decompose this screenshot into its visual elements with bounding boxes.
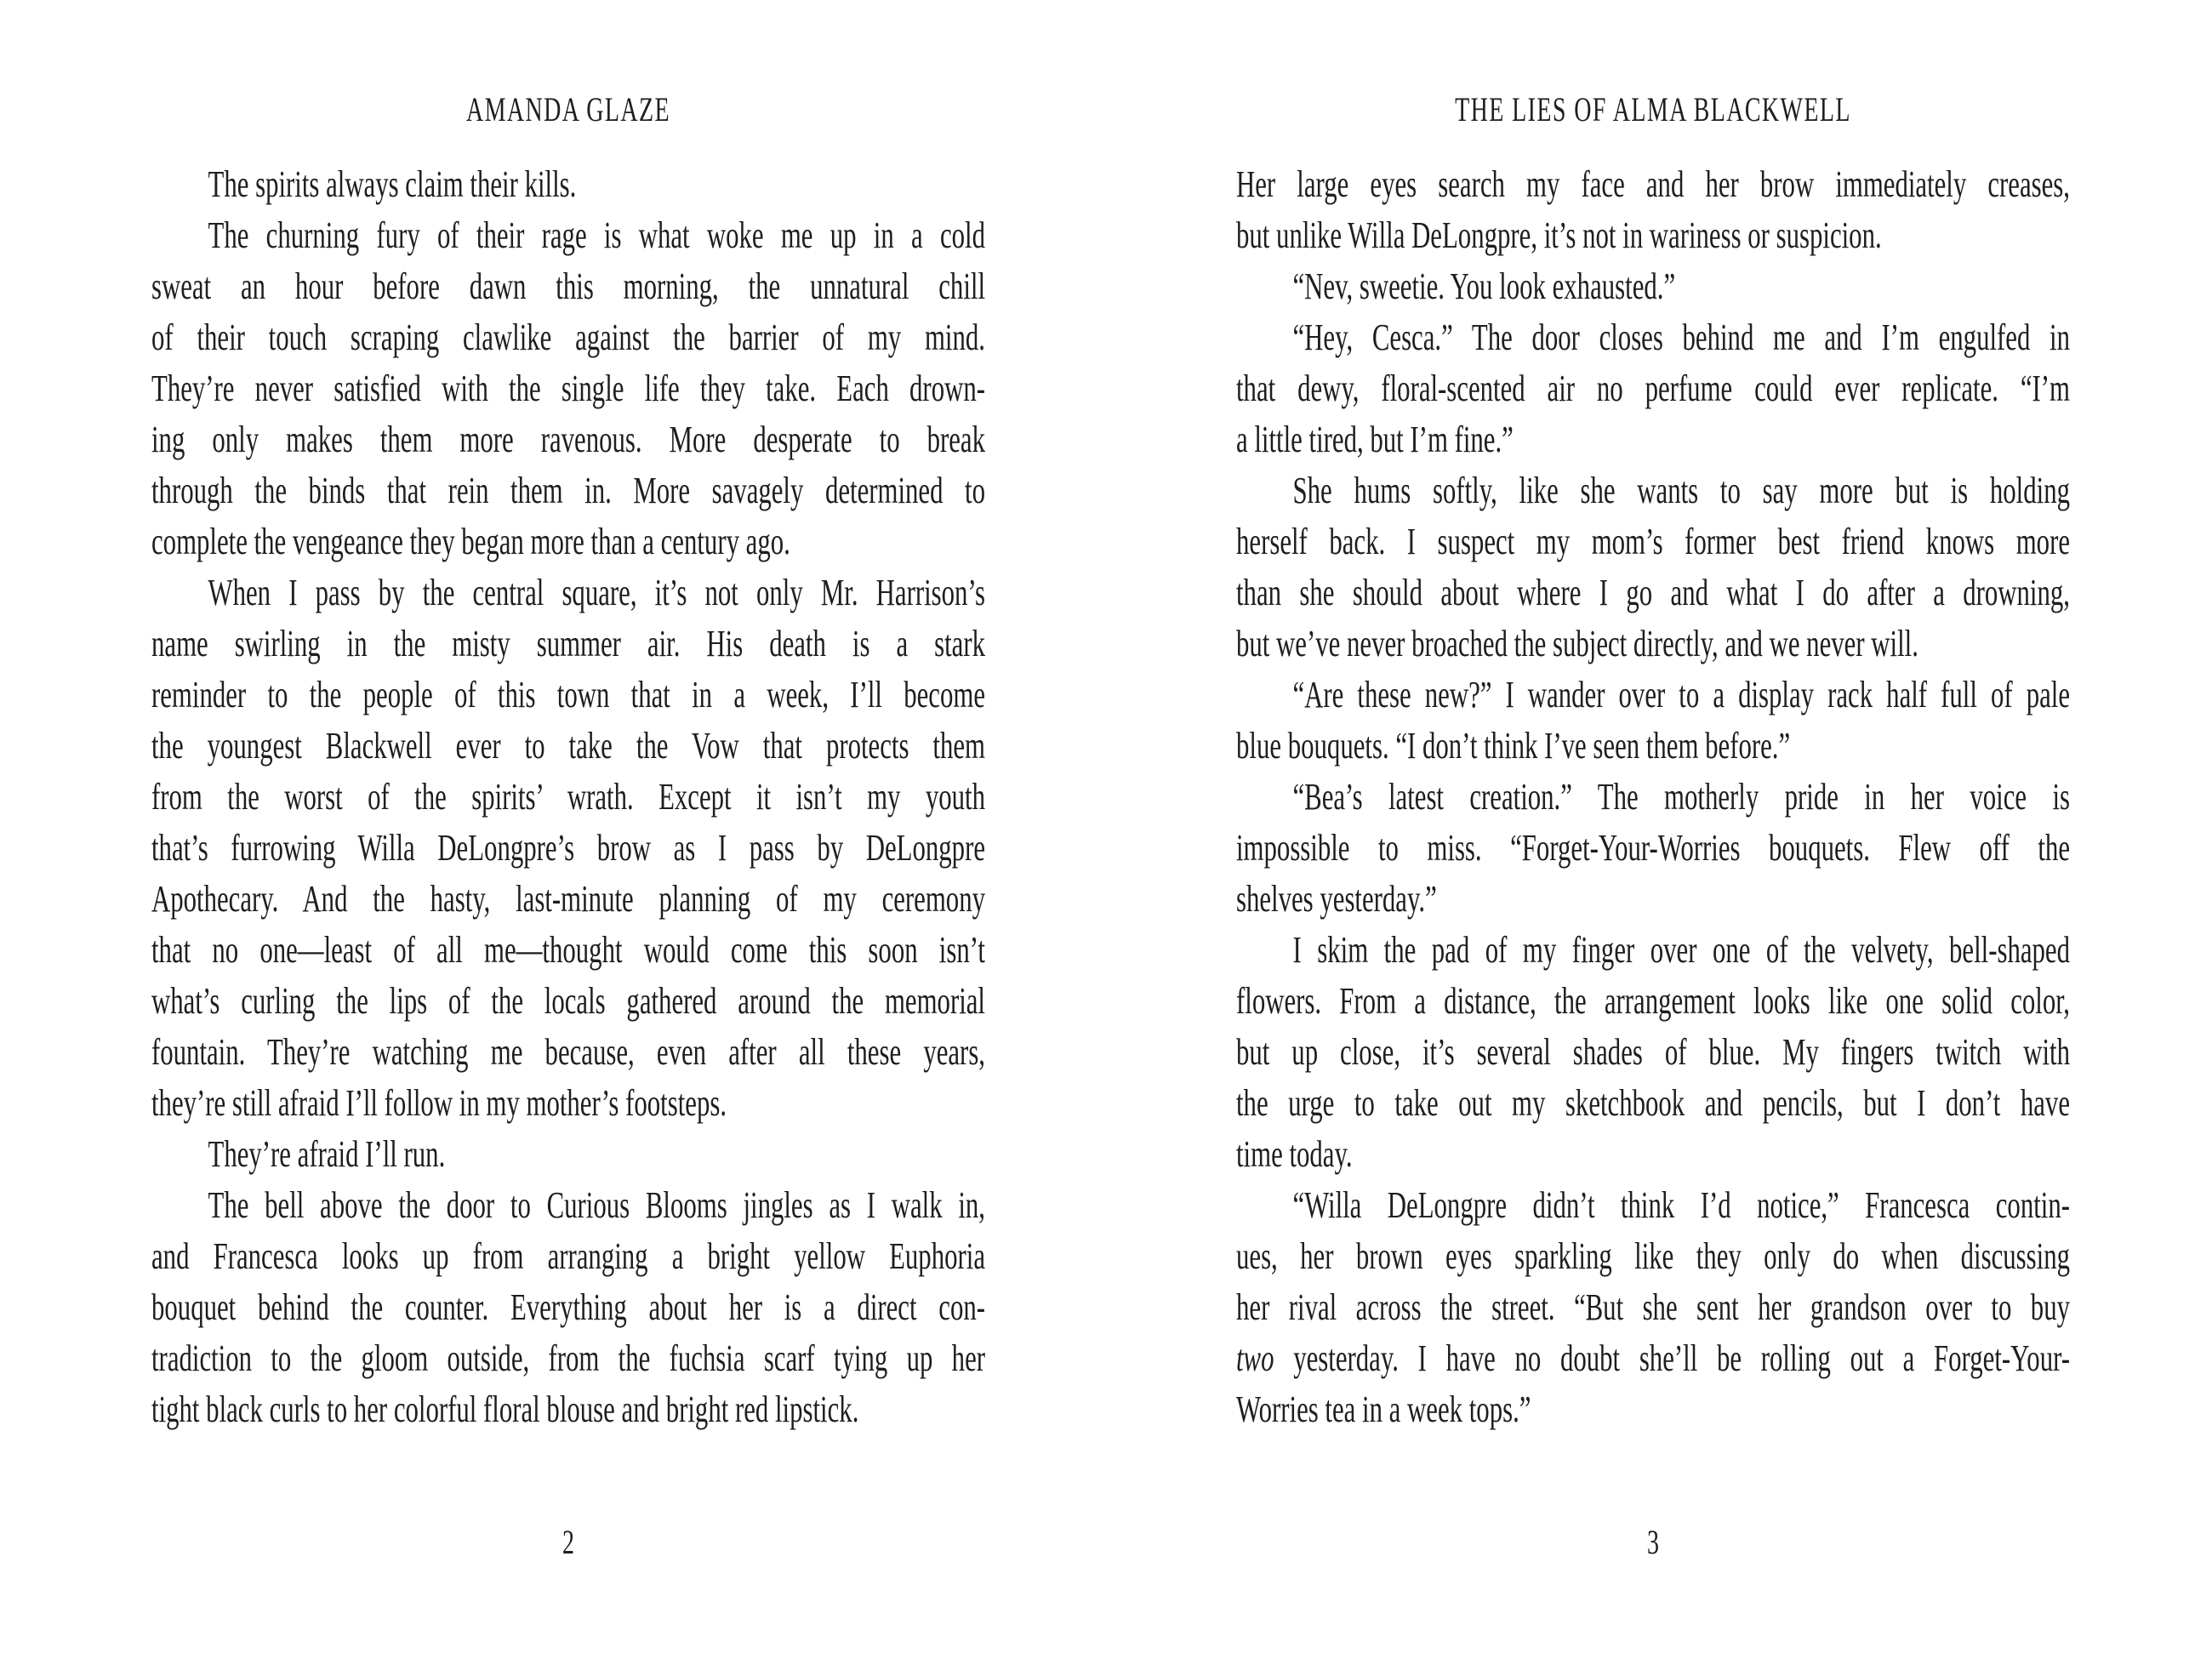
page-number-left: 2 xyxy=(562,1523,574,1561)
text-line: shelves yesterday.” xyxy=(1236,878,1437,920)
text-line: herself back. I suspect my mom’s former best friend knows more xyxy=(1236,521,2070,562)
text-line: Worries tea in a week tops.” xyxy=(1236,1388,1531,1430)
text-line: of their touch scraping clawlike against the barrier of my mind. xyxy=(151,316,985,358)
text-line: “Nev, sweetie. You look exhausted.” xyxy=(1292,265,1676,307)
text-line: but up close, it’s several shades of blue. My fingers twitch with xyxy=(1236,1031,2070,1073)
text-line: the urge to take out my sketchbook and pencils, but I don’t have xyxy=(1236,1082,2070,1124)
page-right-body xyxy=(1236,159,2070,1435)
text-line: time today. xyxy=(1236,1133,1353,1175)
running-header-author: AMANDA GLAZE xyxy=(465,90,671,128)
text-line: tight black curls to her colorful floral blouse and bright red lipstick. xyxy=(151,1388,859,1430)
text-line: impossible to miss. “Forget-Your-Worries bouquets. Flew off the xyxy=(1236,827,2070,869)
text-line: but we’ve never broached the subject directly, and we never will. xyxy=(1236,623,1918,664)
text-line: The churning fury of their rage is what woke me up in a cold xyxy=(208,214,985,256)
text-line: sweat an hour before dawn this morning, the unnatural chill xyxy=(151,265,985,307)
text-line: name swirling in the misty summer air. His death is a stark xyxy=(151,623,985,664)
text-line: “Are these new?” I wander over to a display rack half full of pale xyxy=(1292,674,2070,715)
text-line: but unlike Willa DeLongpre, it’s not in wariness or suspicion. xyxy=(1236,214,1882,256)
text-line: “Willa DeLongpre didn’t think I’d notice,” Francesca contin- xyxy=(1292,1184,2070,1226)
text-line: Her large eyes search my face and her brow immediately creases, xyxy=(1236,163,2070,205)
text-line: the youngest Blackwell ever to take the Vow that protects them xyxy=(151,725,985,767)
page-right-column xyxy=(1236,91,2070,1561)
text-line: they’re still afraid I’ll follow in my mother’s footsteps. xyxy=(151,1082,727,1124)
text-line: She hums softly, like she wants to say more but is holding xyxy=(1292,470,2070,511)
text-line: that no one—least of all me—thought would come this soon isn’t xyxy=(151,929,985,971)
text-line: than she should about where I go and what I do after a drowning, xyxy=(1236,572,2070,613)
text-line: fountain. They’re watching me because, even after all these years, xyxy=(151,1031,985,1073)
text-line: They’re afraid I’ll run. xyxy=(208,1133,446,1175)
text-line: her rival across the street. “But she sent her grandson over to buy xyxy=(1236,1286,2070,1328)
running-header-book-title: THE LIES OF ALMA BLACKWELL xyxy=(1455,90,1851,128)
text-line: I skim the pad of my finger over one of the velvety, bell-shaped xyxy=(1292,929,2070,971)
text-line: reminder to the people of this town that in a week, I’ll become xyxy=(151,674,985,715)
text-line: two yesterday. I have no doubt she’ll be rolling out a Forget-Your- xyxy=(1236,1337,2070,1379)
text-line: that dewy, floral-scented air no perfume could ever replicate. “I’m xyxy=(1236,368,2070,409)
text-line: They’re never satisfied with the single life they take. Each drown- xyxy=(151,368,985,409)
text-line: what’s curling the lips of the locals gathered around the memorial xyxy=(151,980,985,1022)
text-line: The spirits always claim their kills. xyxy=(208,163,577,205)
text-line: that’s furrowing Willa DeLongpre’s brow as I pass by DeLongpre xyxy=(151,827,985,869)
text-line: When I pass by the central square, it’s not only Mr. Harrison’s xyxy=(208,572,985,613)
text-line: complete the vengeance they began more than a century ago. xyxy=(151,521,790,562)
text-line: through the binds that rein them in. More savagely determined to xyxy=(151,470,985,511)
page-left-column xyxy=(151,91,985,1561)
text-line: “Hey, Cesca.” The door closes behind me and I’m engulfed in xyxy=(1292,316,2070,358)
text-line: ing only makes them more ravenous. More desperate to break xyxy=(151,419,985,460)
page-right xyxy=(1236,0,2212,1659)
text-line: bouquet behind the counter. Everything about her is a direct con- xyxy=(151,1286,985,1328)
text-line: tradiction to the gloom outside, from the fuchsia scarf tying up her xyxy=(151,1337,985,1379)
text-line: a little tired, but I’m fine.” xyxy=(1236,419,1514,460)
page-number-right: 3 xyxy=(1647,1523,1659,1561)
text-line: from the worst of the spirits’ wrath. Except it isn’t my youth xyxy=(151,776,985,818)
text-line: blue bouquets. “I don’t think I’ve seen them before.” xyxy=(1236,725,1791,767)
text-line: The bell above the door to Curious Blooms jingles as I walk in, xyxy=(208,1184,985,1226)
text-line: ues, her brown eyes sparkling like they only do when discussing xyxy=(1236,1235,2070,1277)
text-line: flowers. From a distance, the arrangement looks like one solid color, xyxy=(1236,980,2070,1022)
text-line: Apothecary. And the hasty, last-minute planning of my ceremony xyxy=(151,878,985,920)
page-left-body xyxy=(151,159,985,1435)
text-line: “Bea’s latest creation.” The motherly pride in her voice is xyxy=(1292,776,2070,818)
page-left xyxy=(151,0,1343,1659)
text-line: and Francesca looks up from arranging a bright yellow Euphoria xyxy=(151,1235,985,1277)
